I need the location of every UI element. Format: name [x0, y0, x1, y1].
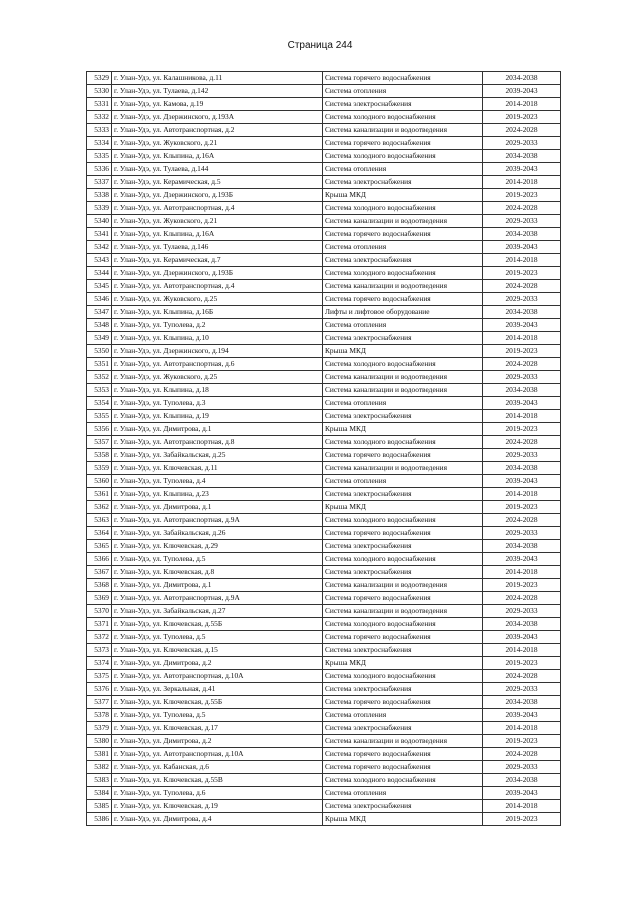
table-row — [87, 488, 561, 501]
row-work-type: Система канализации и водоотведения — [323, 605, 483, 618]
row-number: 5367 — [87, 566, 112, 579]
table-row — [87, 735, 561, 748]
row-period: 2034-2038 — [483, 618, 561, 631]
table-row — [87, 280, 561, 293]
row-period: 2029-2033 — [483, 215, 561, 228]
row-address: г. Улан-Удэ, ул. Дзержинского, д.194 — [112, 345, 323, 358]
row-number: 5357 — [87, 436, 112, 449]
table-row — [87, 566, 561, 579]
row-address: г. Улан-Удэ, ул. Ключевская, д.17 — [112, 722, 323, 735]
row-work-type: Система горячего водоснабжения — [323, 761, 483, 774]
table-row — [87, 696, 561, 709]
row-number: 5382 — [87, 761, 112, 774]
table-row — [87, 98, 561, 111]
row-period: 2029-2033 — [483, 371, 561, 384]
table-row — [87, 722, 561, 735]
row-work-type: Система канализации и водоотведения — [323, 384, 483, 397]
row-number: 5329 — [87, 72, 112, 85]
row-period: 2029-2033 — [483, 137, 561, 150]
table-row — [87, 553, 561, 566]
row-number: 5383 — [87, 774, 112, 787]
row-work-type: Система отопления — [323, 475, 483, 488]
row-period: 2019-2023 — [483, 267, 561, 280]
row-address: г. Улан-Удэ, ул. Керамическая, д.7 — [112, 254, 323, 267]
row-number: 5340 — [87, 215, 112, 228]
row-address: г. Улан-Удэ, ул. Ключевская, д.55В — [112, 774, 323, 787]
row-address: г. Улан-Удэ, ул. Жуковского, д.25 — [112, 293, 323, 306]
row-work-type: Система электроснабжения — [323, 488, 483, 501]
row-number: 5372 — [87, 631, 112, 644]
row-period: 2019-2023 — [483, 345, 561, 358]
table-row — [87, 618, 561, 631]
row-work-type: Система горячего водоснабжения — [323, 592, 483, 605]
row-work-type: Система канализации и водоотведения — [323, 124, 483, 137]
row-address: г. Улан-Удэ, ул. Дзержинского, д.193Б — [112, 189, 323, 202]
row-number: 5365 — [87, 540, 112, 553]
table-row — [87, 813, 561, 826]
row-number: 5338 — [87, 189, 112, 202]
row-address: г. Улан-Удэ, ул. Димитрова, д.1 — [112, 501, 323, 514]
row-period: 2019-2023 — [483, 501, 561, 514]
row-period: 2019-2023 — [483, 111, 561, 124]
row-period: 2029-2033 — [483, 683, 561, 696]
table-row — [87, 683, 561, 696]
row-work-type: Система горячего водоснабжения — [323, 696, 483, 709]
row-work-type: Система горячего водоснабжения — [323, 527, 483, 540]
table-row — [87, 202, 561, 215]
row-period: 2029-2033 — [483, 761, 561, 774]
row-address: г. Улан-Удэ, ул. Тулаева, д.144 — [112, 163, 323, 176]
row-work-type: Крыша МКД — [323, 189, 483, 202]
table-row — [87, 514, 561, 527]
row-period: 2034-2038 — [483, 696, 561, 709]
row-work-type: Система канализации и водоотведения — [323, 735, 483, 748]
row-address: г. Улан-Удэ, ул. Автотранспортная, д.2 — [112, 124, 323, 137]
row-address: г. Улан-Удэ, ул. Ключевская, д.11 — [112, 462, 323, 475]
row-period: 2024-2028 — [483, 202, 561, 215]
row-number: 5334 — [87, 137, 112, 150]
row-work-type: Система холодного водоснабжения — [323, 150, 483, 163]
row-work-type: Система отопления — [323, 787, 483, 800]
row-number: 5332 — [87, 111, 112, 124]
table-row — [87, 501, 561, 514]
row-number: 5366 — [87, 553, 112, 566]
table-row — [87, 137, 561, 150]
row-address: г. Улан-Удэ, ул. Клыпина, д.19 — [112, 410, 323, 423]
row-number: 5330 — [87, 85, 112, 98]
table-row — [87, 449, 561, 462]
row-address: г. Улан-Удэ, ул. Автотранспортная, д.8 — [112, 436, 323, 449]
row-period: 2039-2043 — [483, 475, 561, 488]
row-address: г. Улан-Удэ, ул. Туполева, д.2 — [112, 319, 323, 332]
row-period: 2019-2023 — [483, 735, 561, 748]
row-work-type: Лифты и лифтовое оборудование — [323, 306, 483, 319]
row-number: 5384 — [87, 787, 112, 800]
table-row — [87, 241, 561, 254]
table-row — [87, 605, 561, 618]
row-address: г. Улан-Удэ, ул. Жуковского, д.25 — [112, 371, 323, 384]
row-number: 5385 — [87, 800, 112, 813]
row-address: г. Улан-Удэ, ул. Автотранспортная, д.9А — [112, 592, 323, 605]
table-row — [87, 215, 561, 228]
row-period: 2019-2023 — [483, 579, 561, 592]
row-number: 5358 — [87, 449, 112, 462]
row-number: 5381 — [87, 748, 112, 761]
row-address: г. Улан-Удэ, ул. Забайкальская, д.25 — [112, 449, 323, 462]
row-number: 5356 — [87, 423, 112, 436]
row-period: 2019-2023 — [483, 813, 561, 826]
row-period: 2029-2033 — [483, 527, 561, 540]
row-period: 2014-2018 — [483, 176, 561, 189]
row-address: г. Улан-Удэ, ул. Дзержинского, д.193Б — [112, 267, 323, 280]
table-row — [87, 267, 561, 280]
row-work-type: Крыша МКД — [323, 657, 483, 670]
row-work-type: Система электроснабжения — [323, 800, 483, 813]
row-work-type: Система холодного водоснабжения — [323, 774, 483, 787]
row-work-type: Система электроснабжения — [323, 644, 483, 657]
row-number: 5364 — [87, 527, 112, 540]
row-address: г. Улан-Удэ, ул. Калашникова, д.11 — [112, 72, 323, 85]
row-number: 5369 — [87, 592, 112, 605]
row-period: 2034-2038 — [483, 306, 561, 319]
row-work-type: Система горячего водоснабжения — [323, 293, 483, 306]
row-period: 2014-2018 — [483, 254, 561, 267]
row-work-type: Система канализации и водоотведения — [323, 462, 483, 475]
row-address: г. Улан-Удэ, ул. Зеркальная, д.41 — [112, 683, 323, 696]
row-number: 5386 — [87, 813, 112, 826]
row-work-type: Система канализации и водоотведения — [323, 215, 483, 228]
row-period: 2024-2028 — [483, 436, 561, 449]
table-row — [87, 800, 561, 813]
row-address: г. Улан-Удэ, ул. Тулаева, д.146 — [112, 241, 323, 254]
row-number: 5362 — [87, 501, 112, 514]
row-work-type: Система отопления — [323, 397, 483, 410]
row-address: г. Улан-Удэ, ул. Керамическая, д.5 — [112, 176, 323, 189]
row-number: 5373 — [87, 644, 112, 657]
row-number: 5346 — [87, 293, 112, 306]
table-row — [87, 384, 561, 397]
row-work-type: Система электроснабжения — [323, 683, 483, 696]
table-row — [87, 579, 561, 592]
row-number: 5363 — [87, 514, 112, 527]
row-work-type: Система канализации и водоотведения — [323, 280, 483, 293]
table-row — [87, 475, 561, 488]
row-period: 2024-2028 — [483, 514, 561, 527]
row-period: 2039-2043 — [483, 163, 561, 176]
row-number: 5374 — [87, 657, 112, 670]
row-number: 5376 — [87, 683, 112, 696]
table-row — [87, 345, 561, 358]
row-number: 5371 — [87, 618, 112, 631]
row-address: г. Улан-Удэ, ул. Жуковского, д.21 — [112, 137, 323, 150]
row-work-type: Система холодного водоснабжения — [323, 618, 483, 631]
row-address: г. Улан-Удэ, ул. Клыпина, д.16А — [112, 228, 323, 241]
row-work-type: Система горячего водоснабжения — [323, 449, 483, 462]
row-work-type: Система холодного водоснабжения — [323, 436, 483, 449]
row-address: г. Улан-Удэ, ул. Клыпина, д.18 — [112, 384, 323, 397]
row-work-type: Система электроснабжения — [323, 254, 483, 267]
table-row — [87, 163, 561, 176]
row-period: 2034-2038 — [483, 462, 561, 475]
row-period: 2019-2023 — [483, 423, 561, 436]
row-period: 2034-2038 — [483, 228, 561, 241]
row-number: 5349 — [87, 332, 112, 345]
row-number: 5348 — [87, 319, 112, 332]
row-period: 2029-2033 — [483, 449, 561, 462]
row-address: г. Улан-Удэ, ул. Ключевская, д.8 — [112, 566, 323, 579]
row-number: 5339 — [87, 202, 112, 215]
row-address: г. Улан-Удэ, ул. Автотранспортная, д.6 — [112, 358, 323, 371]
table-row — [87, 592, 561, 605]
row-work-type: Система электроснабжения — [323, 176, 483, 189]
table-row — [87, 150, 561, 163]
row-period: 2024-2028 — [483, 670, 561, 683]
row-address: г. Улан-Удэ, ул. Автотранспортная, д.10А — [112, 748, 323, 761]
row-work-type: Система электроснабжения — [323, 332, 483, 345]
row-number: 5355 — [87, 410, 112, 423]
row-work-type: Система электроснабжения — [323, 410, 483, 423]
row-period: 2014-2018 — [483, 722, 561, 735]
row-number: 5360 — [87, 475, 112, 488]
row-address: г. Улан-Удэ, ул. Туполева, д.3 — [112, 397, 323, 410]
row-address: г. Улан-Удэ, ул. Камова, д.19 — [112, 98, 323, 111]
table-row — [87, 332, 561, 345]
row-address: г. Улан-Удэ, ул. Ключевская, д.55Б — [112, 696, 323, 709]
row-number: 5342 — [87, 241, 112, 254]
page-header: Страница 244 — [287, 40, 353, 51]
row-address: г. Улан-Удэ, ул. Автотранспортная, д.4 — [112, 280, 323, 293]
row-period: 2039-2043 — [483, 241, 561, 254]
row-address: г. Улан-Удэ, ул. Клыпина, д.10 — [112, 332, 323, 345]
table-row — [87, 631, 561, 644]
row-work-type: Система канализации и водоотведения — [323, 579, 483, 592]
row-work-type: Система отопления — [323, 319, 483, 332]
row-number: 5379 — [87, 722, 112, 735]
row-number: 5347 — [87, 306, 112, 319]
row-address: г. Улан-Удэ, ул. Забайкальская, д.27 — [112, 605, 323, 618]
row-period: 2024-2028 — [483, 124, 561, 137]
row-address: г. Улан-Удэ, ул. Ключевская, д.29 — [112, 540, 323, 553]
row-work-type: Крыша МКД — [323, 423, 483, 436]
row-address: г. Улан-Удэ, ул. Тулаева, д.142 — [112, 85, 323, 98]
table-row — [87, 397, 561, 410]
row-work-type: Система горячего водоснабжения — [323, 137, 483, 150]
row-address: г. Улан-Удэ, ул. Туполева, д.5 — [112, 631, 323, 644]
row-address: г. Улан-Удэ, ул. Туполева, д.6 — [112, 787, 323, 800]
row-number: 5351 — [87, 358, 112, 371]
row-number: 5331 — [87, 98, 112, 111]
table-row — [87, 85, 561, 98]
row-address: г. Улан-Удэ, ул. Клыпина, д.16Б — [112, 306, 323, 319]
row-address: г. Улан-Удэ, ул. Клыпина, д.23 — [112, 488, 323, 501]
table-row — [87, 371, 561, 384]
row-period: 2034-2038 — [483, 540, 561, 553]
table-row — [87, 761, 561, 774]
row-number: 5353 — [87, 384, 112, 397]
row-period: 2014-2018 — [483, 332, 561, 345]
row-address: г. Улан-Удэ, ул. Жуковского, д.21 — [112, 215, 323, 228]
row-work-type: Система отопления — [323, 85, 483, 98]
table-row — [87, 358, 561, 371]
table-row — [87, 462, 561, 475]
row-number: 5361 — [87, 488, 112, 501]
row-number: 5377 — [87, 696, 112, 709]
row-address: г. Улан-Удэ, ул. Ключевская, д.15 — [112, 644, 323, 657]
row-period: 2034-2038 — [483, 150, 561, 163]
row-period: 2039-2043 — [483, 553, 561, 566]
row-number: 5378 — [87, 709, 112, 722]
row-work-type: Система холодного водоснабжения — [323, 111, 483, 124]
row-period: 2039-2043 — [483, 787, 561, 800]
row-address: г. Улан-Удэ, ул. Туполева, д.5 — [112, 553, 323, 566]
table-row — [87, 319, 561, 332]
registry-table — [86, 71, 561, 826]
row-number: 5368 — [87, 579, 112, 592]
row-period: 2034-2038 — [483, 774, 561, 787]
row-work-type: Крыша МКД — [323, 813, 483, 826]
table-row — [87, 254, 561, 267]
row-work-type: Система холодного водоснабжения — [323, 267, 483, 280]
row-address: г. Улан-Удэ, ул. Кабанская, д.6 — [112, 761, 323, 774]
row-number: 5354 — [87, 397, 112, 410]
row-work-type: Система электроснабжения — [323, 566, 483, 579]
row-number: 5344 — [87, 267, 112, 280]
row-work-type: Система холодного водоснабжения — [323, 553, 483, 566]
row-address: г. Улан-Удэ, ул. Димитрова, д.1 — [112, 579, 323, 592]
row-period: 2039-2043 — [483, 709, 561, 722]
row-address: г. Улан-Удэ, ул. Ключевская, д.19 — [112, 800, 323, 813]
row-number: 5337 — [87, 176, 112, 189]
row-work-type: Система горячего водоснабжения — [323, 228, 483, 241]
table-row — [87, 124, 561, 137]
row-address: г. Улан-Удэ, ул. Забайкальская, д.26 — [112, 527, 323, 540]
row-period: 2024-2028 — [483, 748, 561, 761]
table-row — [87, 176, 561, 189]
row-number: 5375 — [87, 670, 112, 683]
row-number: 5370 — [87, 605, 112, 618]
row-period: 2019-2023 — [483, 657, 561, 670]
table-row — [87, 657, 561, 670]
row-work-type: Система горячего водоснабжения — [323, 748, 483, 761]
row-work-type: Система холодного водоснабжения — [323, 202, 483, 215]
row-work-type: Система холодного водоснабжения — [323, 514, 483, 527]
row-work-type: Система канализации и водоотведения — [323, 371, 483, 384]
row-number: 5359 — [87, 462, 112, 475]
row-address: г. Улан-Удэ, ул. Туполева, д.5 — [112, 709, 323, 722]
row-period: 2034-2038 — [483, 384, 561, 397]
table-row — [87, 306, 561, 319]
row-work-type: Крыша МКД — [323, 501, 483, 514]
row-period: 2014-2018 — [483, 800, 561, 813]
row-period: 2024-2028 — [483, 280, 561, 293]
row-work-type: Система электроснабжения — [323, 98, 483, 111]
row-work-type: Система отопления — [323, 241, 483, 254]
table-row — [87, 748, 561, 761]
table-row — [87, 644, 561, 657]
table-row — [87, 774, 561, 787]
table-row — [87, 189, 561, 202]
table-row — [87, 709, 561, 722]
row-period: 2039-2043 — [483, 397, 561, 410]
row-period: 2014-2018 — [483, 98, 561, 111]
table-row — [87, 670, 561, 683]
row-work-type: Система холодного водоснабжения — [323, 358, 483, 371]
row-number: 5345 — [87, 280, 112, 293]
row-address: г. Улан-Удэ, ул. Автотранспортная, д.4 — [112, 202, 323, 215]
row-period: 2024-2028 — [483, 358, 561, 371]
row-period: 2019-2023 — [483, 189, 561, 202]
row-work-type: Система отопления — [323, 163, 483, 176]
row-work-type: Система электроснабжения — [323, 540, 483, 553]
row-work-type: Система горячего водоснабжения — [323, 631, 483, 644]
row-period: 2014-2018 — [483, 566, 561, 579]
table-row — [87, 787, 561, 800]
row-work-type: Крыша МКД — [323, 345, 483, 358]
row-address: г. Улан-Удэ, ул. Клыпина, д.16А — [112, 150, 323, 163]
row-number: 5352 — [87, 371, 112, 384]
row-number: 5336 — [87, 163, 112, 176]
row-address: г. Улан-Удэ, ул. Димитрова, д.2 — [112, 735, 323, 748]
table-row — [87, 228, 561, 241]
row-number: 5333 — [87, 124, 112, 137]
row-period: 2014-2018 — [483, 488, 561, 501]
row-period: 2029-2033 — [483, 605, 561, 618]
row-number: 5343 — [87, 254, 112, 267]
row-period: 2029-2033 — [483, 293, 561, 306]
row-period: 2024-2028 — [483, 592, 561, 605]
table-row — [87, 410, 561, 423]
row-address: г. Улан-Удэ, ул. Туполева, д.4 — [112, 475, 323, 488]
row-address: г. Улан-Удэ, ул. Автотранспортная, д.10А — [112, 670, 323, 683]
row-period: 2014-2018 — [483, 644, 561, 657]
row-address: г. Улан-Удэ, ул. Автотранспортная, д.9А — [112, 514, 323, 527]
row-number: 5335 — [87, 150, 112, 163]
row-period: 2034-2038 — [483, 72, 561, 85]
row-number: 5341 — [87, 228, 112, 241]
row-number: 5380 — [87, 735, 112, 748]
table-row — [87, 111, 561, 124]
row-address: г. Улан-Удэ, ул. Димитрова, д.4 — [112, 813, 323, 826]
table-row — [87, 436, 561, 449]
row-work-type: Система холодного водоснабжения — [323, 670, 483, 683]
row-address: г. Улан-Удэ, ул. Димитрова, д.1 — [112, 423, 323, 436]
table-row — [87, 527, 561, 540]
row-work-type: Система горячего водоснабжения — [323, 72, 483, 85]
table-row — [87, 423, 561, 436]
table-row — [87, 72, 561, 85]
row-period: 2039-2043 — [483, 319, 561, 332]
table-row — [87, 540, 561, 553]
row-period: 2039-2043 — [483, 631, 561, 644]
row-work-type: Система отопления — [323, 709, 483, 722]
row-work-type: Система электроснабжения — [323, 722, 483, 735]
row-period: 2014-2018 — [483, 410, 561, 423]
row-address: г. Улан-Удэ, ул. Димитрова, д.2 — [112, 657, 323, 670]
row-number: 5350 — [87, 345, 112, 358]
table-row — [87, 293, 561, 306]
row-address: г. Улан-Удэ, ул. Ключевская, д.55Б — [112, 618, 323, 631]
row-address: г. Улан-Удэ, ул. Дзержинского, д.193А — [112, 111, 323, 124]
registry-rows — [87, 72, 561, 826]
row-period: 2039-2043 — [483, 85, 561, 98]
